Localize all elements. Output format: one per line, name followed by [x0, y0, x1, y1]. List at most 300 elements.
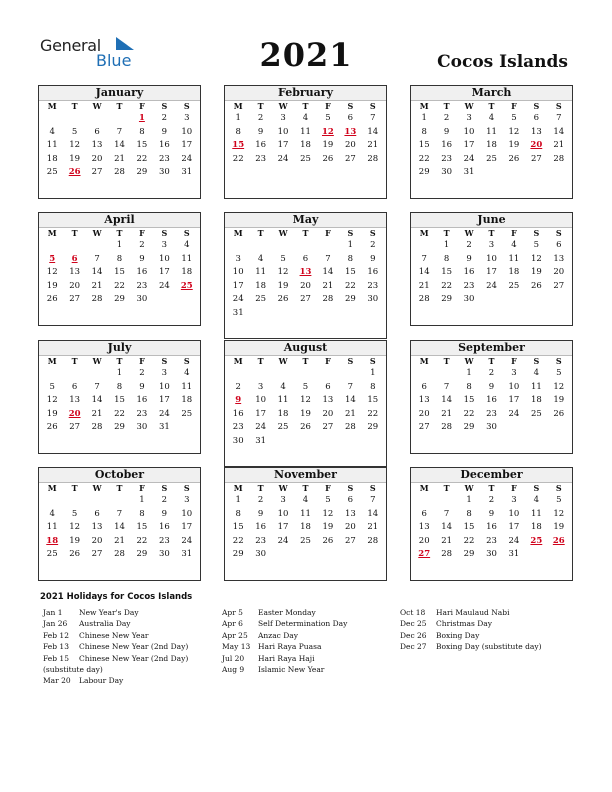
holiday-name: Chinese New Year (2nd Day) [79, 653, 189, 663]
day-cell: 9 [488, 508, 495, 519]
day-cell: 27 [530, 153, 542, 164]
day-cell: 9 [257, 126, 264, 137]
day-cell: 8 [139, 508, 145, 519]
weekday-header: W [92, 483, 102, 493]
month-april [38, 212, 201, 326]
day-cell: 17 [232, 280, 244, 291]
day-cell: 2 [257, 113, 264, 123]
day-cell: 7 [421, 253, 427, 264]
day-cell: 2 [235, 381, 241, 392]
day-cell: 16 [158, 522, 170, 533]
holiday-date: Dec 26 [400, 630, 427, 640]
holiday-date: Dec 27 [400, 642, 427, 652]
day-cell: 30 [367, 294, 379, 305]
month-september [410, 340, 573, 454]
day-cell: 5 [325, 495, 331, 505]
day-cell: 1 [139, 495, 145, 505]
weekday-header: S [555, 228, 562, 238]
day-cell: 2 [139, 240, 145, 250]
day-cell: 26 [300, 422, 311, 433]
day-cell: 29 [463, 422, 475, 433]
day-cell: 6 [71, 381, 78, 392]
day-cell: 10 [486, 253, 497, 264]
day-cell: 2 [139, 368, 145, 378]
day-cell: 3 [511, 368, 517, 378]
holiday-entry [400, 641, 542, 652]
weekday-header: F [139, 483, 145, 493]
day-cell: 7 [556, 113, 562, 123]
day-cell: 13 [91, 140, 103, 151]
day-cell: 21 [114, 535, 125, 546]
day-cell: 25 [181, 408, 193, 419]
holiday-entry [43, 641, 188, 652]
day-cell: 18 [508, 267, 520, 278]
day-cell: 20 [91, 535, 103, 546]
day-cell: 8 [116, 253, 123, 264]
day-cell: 14 [91, 267, 103, 278]
day-cell: 23 [367, 280, 379, 291]
empty-day-cell [413, 367, 435, 381]
logo-text-blue: Blue [96, 51, 132, 70]
day-cell: 26 [322, 153, 334, 164]
holiday-day-cell: 13 [299, 267, 312, 278]
weekday-header: W [92, 356, 102, 366]
weekday-header: S [161, 228, 168, 238]
day-cell: 3 [466, 113, 472, 123]
weekday-header: W [278, 483, 288, 493]
day-cell: 16 [367, 267, 379, 278]
day-cell: 3 [235, 253, 241, 264]
weekday-header: M [233, 356, 243, 366]
day-cell: 18 [300, 140, 311, 151]
day-cell: 30 [441, 167, 453, 178]
month-name: September [411, 341, 572, 356]
day-cell: 4 [302, 495, 309, 505]
holiday-entry [400, 618, 542, 629]
holiday-entry [222, 630, 347, 641]
logo-text-general: General [40, 36, 101, 55]
day-cell: 23 [441, 153, 453, 164]
day-cell: 27 [418, 422, 430, 433]
holiday-date: Oct 18 [400, 608, 426, 617]
holiday-day-cell: 13 [344, 126, 357, 137]
day-cell: 16 [136, 267, 148, 278]
day-cell: 8 [235, 508, 241, 519]
day-cell: 21 [441, 408, 453, 419]
holidays-column [400, 607, 542, 653]
empty-day-cell [249, 239, 271, 253]
day-cell: 3 [184, 495, 190, 505]
day-cell: 29 [463, 549, 475, 560]
day-cell: 21 [367, 140, 379, 151]
month-days-grid [225, 483, 386, 562]
day-cell: 22 [418, 153, 430, 164]
day-cell: 22 [232, 535, 244, 546]
holidays-column [43, 607, 188, 687]
day-cell: 14 [553, 126, 565, 137]
weekday-header: S [533, 101, 540, 111]
weekday-header: T [302, 101, 309, 111]
day-cell: 17 [158, 267, 170, 278]
day-cell: 6 [94, 508, 100, 519]
day-cell: 19 [508, 140, 520, 151]
day-cell: 7 [116, 126, 123, 137]
day-cell: 16 [486, 522, 497, 533]
day-cell: 26 [46, 294, 58, 305]
day-cell: 21 [553, 140, 565, 151]
day-cell: 9 [370, 253, 376, 264]
day-cell: 30 [486, 549, 497, 560]
day-cell: 15 [344, 267, 356, 278]
holiday-entry [43, 653, 188, 664]
day-cell: 22 [114, 408, 125, 419]
month-name: January [39, 86, 200, 101]
day-cell: 10 [508, 508, 520, 519]
day-cell: 2 [443, 113, 450, 123]
weekday-header: W [278, 101, 288, 111]
day-cell: 4 [511, 240, 517, 250]
day-cell: 4 [49, 126, 55, 137]
holiday-name: Australia Day [79, 619, 131, 629]
day-cell: 27 [300, 294, 311, 305]
day-cell: 19 [553, 395, 565, 406]
holiday-entry [222, 641, 347, 652]
day-cell: 25 [508, 280, 520, 291]
month-january [38, 85, 201, 199]
day-cell: 15 [418, 140, 430, 151]
holiday-entry [43, 664, 188, 675]
day-cell: 21 [91, 280, 103, 291]
day-cell: 5 [556, 368, 562, 378]
empty-day-cell [227, 239, 249, 253]
day-cell: 24 [181, 535, 193, 546]
day-cell: 19 [69, 153, 81, 164]
weekday-header: T [71, 228, 78, 238]
holiday-day-cell: 12 [322, 126, 334, 137]
day-cell: 10 [158, 253, 170, 264]
empty-day-cell [63, 494, 85, 508]
day-cell: 18 [181, 267, 193, 278]
day-cell: 7 [443, 381, 450, 392]
day-cell: 28 [418, 294, 430, 305]
day-cell: 2 [161, 495, 168, 505]
day-cell: 13 [553, 253, 565, 264]
day-cell: 3 [161, 368, 168, 378]
day-cell: 11 [181, 253, 193, 264]
day-cell: 14 [441, 522, 453, 533]
day-cell: 14 [114, 140, 125, 151]
weekday-header: T [443, 356, 450, 366]
holiday-day-cell: 18 [46, 535, 59, 546]
weekday-header: S [369, 228, 376, 238]
day-cell: 6 [533, 113, 540, 123]
weekday-header: T [257, 101, 264, 111]
month-name: April [39, 213, 200, 228]
day-cell: 24 [232, 294, 244, 305]
empty-day-cell [86, 239, 108, 253]
weekday-header: M [419, 228, 429, 238]
holiday-day-cell: 9 [235, 395, 242, 406]
weekday-header: M [47, 483, 57, 493]
day-cell: 27 [91, 167, 103, 178]
day-cell: 25 [300, 153, 311, 164]
day-cell: 26 [69, 549, 81, 560]
holiday-name: Labour Day [79, 676, 124, 686]
day-cell: 11 [530, 508, 542, 519]
weekday-header: T [488, 101, 495, 111]
day-cell: 29 [367, 422, 379, 433]
day-cell: 16 [255, 140, 267, 151]
weekday-header: F [325, 228, 331, 238]
holiday-entry [43, 618, 188, 629]
day-cell: 1 [421, 113, 427, 123]
day-cell: 24 [463, 153, 475, 164]
holiday-date: Apr 5 [222, 608, 243, 617]
day-cell: 20 [553, 267, 565, 278]
day-cell: 30 [486, 422, 497, 433]
weekday-header: F [511, 356, 517, 366]
day-cell: 28 [441, 422, 453, 433]
day-cell: 23 [158, 535, 170, 546]
day-cell: 8 [466, 508, 472, 519]
day-cell: 11 [46, 140, 58, 151]
day-cell: 3 [511, 495, 517, 505]
day-cell: 7 [94, 253, 100, 264]
day-cell: 19 [69, 535, 81, 546]
day-cell: 15 [114, 395, 125, 406]
day-cell: 6 [302, 253, 309, 264]
day-cell: 27 [344, 153, 356, 164]
day-cell: 18 [300, 522, 311, 533]
weekday-header: S [555, 101, 562, 111]
day-cell: 25 [255, 294, 267, 305]
empty-day-cell [63, 367, 85, 381]
empty-day-cell [86, 112, 108, 126]
weekday-header: M [233, 228, 243, 238]
day-cell: 6 [347, 495, 354, 505]
holiday-entry [222, 653, 347, 664]
country-title: Cocos Islands [437, 52, 568, 72]
holiday-name: Boxing Day [436, 630, 480, 640]
day-cell: 5 [71, 126, 78, 137]
day-cell: 20 [344, 522, 356, 533]
day-cell: 6 [325, 381, 331, 392]
weekday-header: W [92, 101, 102, 111]
empty-day-cell [86, 367, 108, 381]
day-cell: 24 [158, 408, 170, 419]
empty-day-cell [249, 367, 271, 381]
day-cell: 28 [344, 422, 356, 433]
day-cell: 12 [553, 381, 565, 392]
day-cell: 8 [421, 126, 427, 137]
day-cell: 12 [277, 267, 289, 278]
day-cell: 2 [488, 495, 495, 505]
day-cell: 2 [488, 368, 495, 378]
weekday-header: W [278, 356, 288, 366]
day-cell: 26 [322, 535, 334, 546]
day-cell: 9 [466, 253, 472, 264]
day-cell: 15 [463, 522, 475, 533]
holiday-day-cell: 5 [49, 253, 56, 264]
holiday-name: Islamic New Year [258, 665, 325, 675]
day-cell: 5 [556, 495, 562, 505]
day-cell: 28 [91, 294, 103, 305]
holiday-date: May 13 [222, 642, 251, 652]
weekday-header: F [139, 101, 145, 111]
day-cell: 18 [255, 280, 267, 291]
day-cell: 11 [300, 508, 311, 519]
day-cell: 9 [139, 253, 145, 264]
weekday-header: M [419, 101, 429, 111]
day-cell: 18 [530, 522, 542, 533]
day-cell: 17 [181, 522, 193, 533]
holiday-name: New Year's Day [79, 608, 139, 617]
holiday-name: Hari Raya Haji [258, 653, 315, 663]
holiday-date: Apr 6 [222, 619, 243, 629]
weekday-header: S [183, 356, 190, 366]
weekday-header: T [488, 228, 495, 238]
day-cell: 17 [508, 522, 520, 533]
month-name: June [411, 213, 572, 228]
day-cell: 14 [91, 395, 103, 406]
holiday-date: Jan 26 [43, 619, 68, 629]
day-cell: 10 [255, 395, 267, 406]
day-cell: 22 [136, 535, 148, 546]
day-cell: 2 [466, 240, 472, 250]
weekday-header: F [139, 356, 145, 366]
day-cell: 16 [255, 522, 267, 533]
day-cell: 27 [69, 294, 81, 305]
weekday-header: F [325, 356, 331, 366]
day-cell: 11 [46, 522, 58, 533]
day-cell: 1 [116, 240, 123, 250]
day-cell: 7 [116, 508, 123, 519]
day-cell: 8 [443, 253, 450, 264]
page-title-year: 2021 [259, 36, 353, 74]
month-name: February [225, 86, 386, 101]
day-cell: 3 [161, 240, 168, 250]
day-cell: 31 [181, 549, 193, 560]
day-cell: 13 [344, 508, 356, 519]
weekday-header: F [325, 483, 331, 493]
holiday-entry [222, 607, 347, 618]
holiday-name: Chinese New Year (2nd Day) [79, 642, 189, 652]
day-cell: 31 [181, 167, 193, 178]
day-cell: 17 [255, 408, 267, 419]
day-cell: 14 [344, 395, 356, 406]
day-cell: 17 [158, 395, 170, 406]
day-cell: 3 [257, 381, 264, 392]
holiday-day-cell: 1 [138, 113, 145, 123]
day-cell: 16 [136, 395, 148, 406]
holiday-day-cell: 26 [552, 535, 565, 546]
day-cell: 15 [463, 395, 475, 406]
day-cell: 2 [161, 113, 168, 123]
day-cell: 8 [139, 126, 145, 137]
day-cell: 7 [325, 253, 331, 264]
day-cell: 20 [91, 153, 103, 164]
month-days-grid [225, 356, 386, 449]
day-cell: 11 [277, 395, 289, 406]
day-cell: 10 [181, 508, 193, 519]
weekday-header: W [464, 483, 474, 493]
holiday-entry [222, 664, 347, 675]
day-cell: 11 [300, 126, 311, 137]
day-cell: 4 [533, 368, 540, 378]
day-cell: 24 [486, 280, 497, 291]
month-december [410, 467, 573, 581]
weekday-header: S [533, 228, 540, 238]
day-cell: 9 [161, 508, 168, 519]
day-cell: 16 [463, 267, 475, 278]
day-cell: 23 [232, 422, 244, 433]
empty-day-cell [108, 494, 130, 508]
day-cell: 15 [136, 522, 148, 533]
holiday-name: Easter Monday [258, 608, 316, 617]
holiday-name: Hari Maulaud Nabi [436, 608, 510, 617]
empty-day-cell [294, 239, 316, 253]
day-cell: 5 [49, 381, 55, 392]
day-cell: 19 [553, 522, 565, 533]
day-cell: 18 [46, 153, 58, 164]
weekday-header: T [302, 356, 309, 366]
day-cell: 28 [91, 422, 103, 433]
day-cell: 29 [232, 549, 244, 560]
empty-day-cell [63, 112, 85, 126]
weekday-header: T [71, 483, 78, 493]
empty-day-cell [41, 112, 63, 126]
weekday-header: S [555, 483, 562, 493]
day-cell: 20 [418, 535, 430, 546]
day-cell: 28 [367, 535, 379, 546]
day-cell: 8 [116, 381, 123, 392]
day-cell: 30 [463, 294, 475, 305]
day-cell: 19 [322, 522, 334, 533]
day-cell: 25 [530, 408, 542, 419]
holidays-title: 2021 Holidays for Cocos Islands [40, 592, 193, 602]
day-cell: 23 [136, 408, 148, 419]
holiday-date: Aug 9 [222, 665, 245, 675]
day-cell: 3 [280, 495, 286, 505]
month-days-grid [39, 101, 200, 180]
holiday-date: Dec 25 [400, 619, 427, 629]
weekday-header: T [302, 483, 309, 493]
day-cell: 10 [463, 126, 475, 137]
day-cell: 24 [255, 422, 267, 433]
weekday-header: W [92, 228, 102, 238]
holiday-name: Anzac Day [258, 630, 298, 640]
day-cell: 25 [300, 535, 311, 546]
day-cell: 9 [443, 126, 450, 137]
holiday-day-cell: 25 [180, 280, 193, 291]
day-cell: 1 [116, 368, 123, 378]
weekday-header: T [116, 228, 123, 238]
day-cell: 4 [280, 381, 286, 392]
month-march [410, 85, 573, 199]
day-cell: 8 [235, 126, 241, 137]
day-cell: 27 [322, 422, 334, 433]
weekday-header: S [347, 356, 354, 366]
holiday-date: Feb 15 [43, 653, 69, 663]
day-cell: 18 [277, 408, 289, 419]
empty-day-cell [227, 367, 249, 381]
day-cell: 7 [370, 495, 376, 505]
weekday-header: T [116, 356, 123, 366]
day-cell: 19 [322, 140, 334, 151]
day-cell: 26 [530, 280, 542, 291]
empty-day-cell [41, 239, 63, 253]
day-cell: 29 [114, 422, 125, 433]
